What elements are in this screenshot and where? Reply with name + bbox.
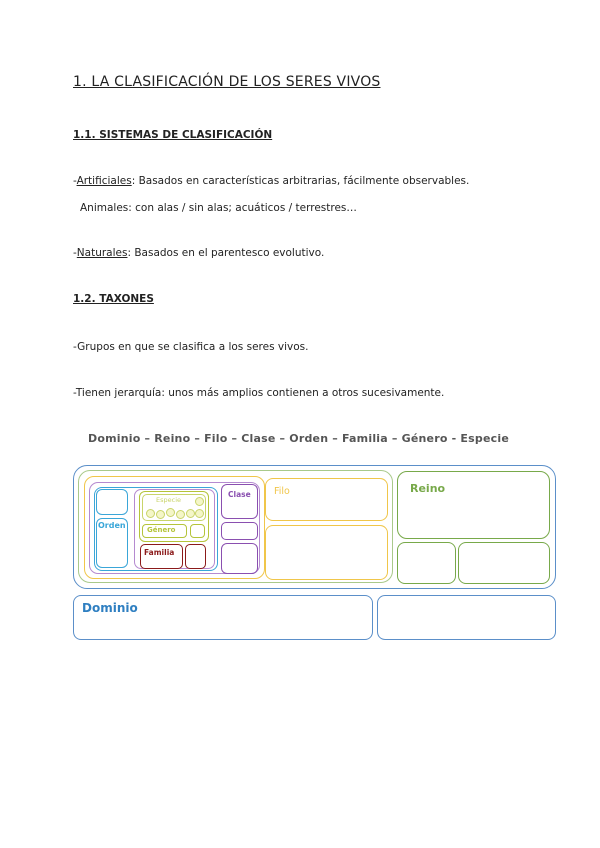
filo-cell-2	[265, 525, 388, 580]
especie-dot	[166, 508, 175, 517]
reino-cell-3	[458, 542, 550, 584]
naturales-text: : Basados en el parentesco evolutivo.	[127, 247, 325, 259]
artificiales-example: Animales: con alas / sin alas; acuáticos / terrestres…	[80, 202, 357, 214]
taxones-point-2: -Tienen jerarquía: unos más amplios contienen a otros sucesivamente.	[73, 387, 445, 399]
especie-dot	[176, 510, 185, 519]
term-artificiales: Artificiales	[76, 175, 132, 187]
label-filo: Filo	[274, 486, 290, 497]
section-heading-sistemas: 1.1. SISTEMAS DE CLASIFICACIÓN	[73, 129, 273, 141]
label-orden: Orden	[98, 521, 126, 530]
label-clase: Clase	[228, 490, 251, 499]
reino-cell-2	[397, 542, 456, 584]
familia-cell-small	[185, 544, 206, 569]
paragraph-artificiales: -Artificiales: Basados en características arbitrarias, fácilmente observables.	[73, 175, 470, 187]
filo-cell	[265, 478, 388, 521]
artificiales-text: : Basados en características arbitrarias, fácilmente observables.	[131, 175, 470, 187]
section-heading-taxones: 1.2. TAXONES	[73, 293, 154, 305]
label-dominio: Dominio	[82, 601, 138, 615]
taxones-point-1: -Grupos en que se clasifica a los seres vivos.	[73, 341, 309, 353]
genero-cell-small	[190, 524, 205, 538]
especie-dot	[146, 509, 155, 518]
orden-cell-top	[96, 489, 128, 515]
especie-dot	[186, 509, 195, 518]
especie-dot	[156, 510, 165, 519]
label-genero: Género	[147, 526, 176, 534]
label-reino: Reino	[410, 482, 446, 495]
label-especie: Especie	[156, 496, 181, 504]
clase-cell-3	[221, 543, 258, 574]
term-naturales: Naturales	[76, 247, 128, 259]
dominio-cell-2	[377, 595, 556, 640]
clase-cell-2	[221, 522, 258, 540]
paragraph-naturales: -Naturales: Basados en el parentesco evolutivo.	[73, 247, 325, 259]
especie-dot	[195, 509, 204, 518]
especie-dot	[195, 497, 204, 506]
label-familia: Familia	[144, 548, 175, 557]
page-title: 1. LA CLASIFICACIÓN DE LOS SERES VIVOS	[73, 74, 381, 90]
taxon-hierarchy: Dominio – Reino – Filo – Clase – Orden – Familia – Género - Especie	[88, 432, 509, 445]
